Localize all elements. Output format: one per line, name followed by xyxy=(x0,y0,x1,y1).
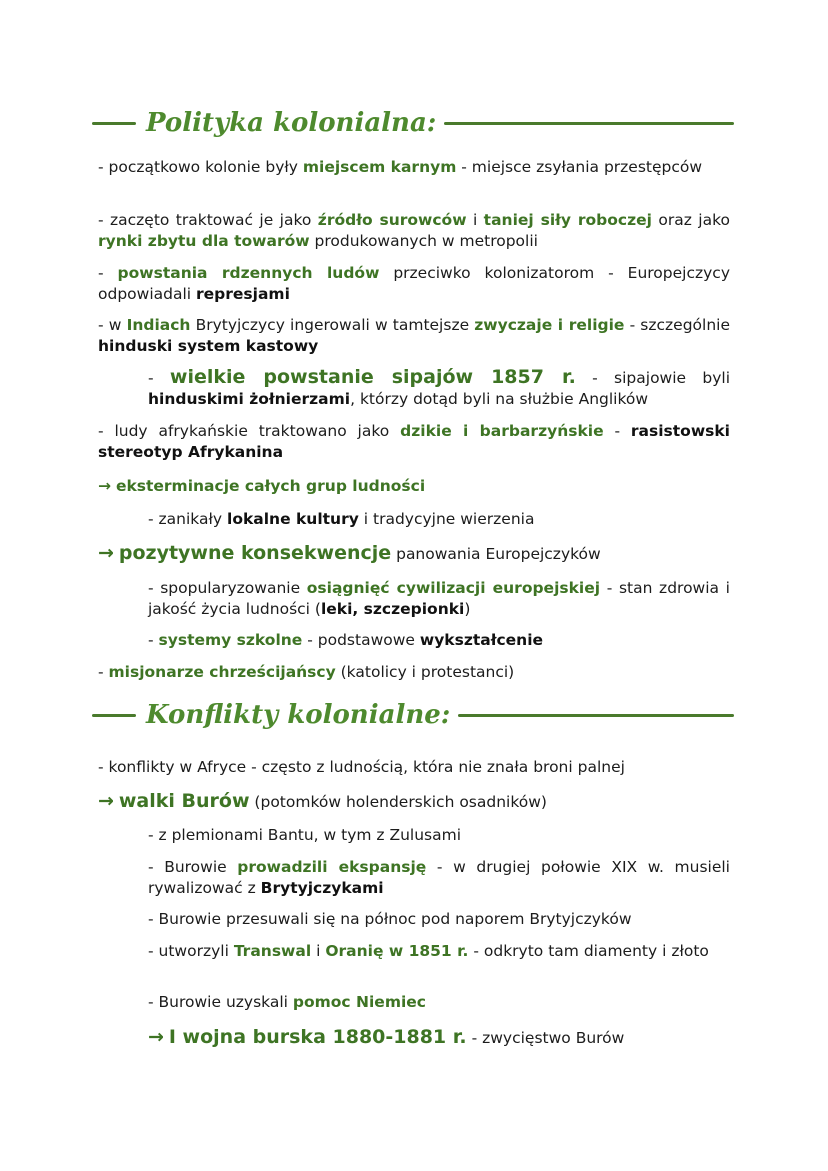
heading-rule-left xyxy=(92,714,136,717)
note-germany-help: - Burowie uzyskali pomoc Niemiec xyxy=(148,993,426,1011)
section-heading-colonial-conflicts xyxy=(92,700,734,730)
note-resources: - zaczęto traktować je jako źródło surowców i taniej siły roboczej oraz jako rynki zbytu dla towarów produkowanych w metropolii xyxy=(98,211,730,250)
note-sepoy-rebellion: - wielkie powstanie sipajów 1857 r. - sipajowie byli hinduskimi żołnierzami, którzy dotąd byli na służbie Anglików xyxy=(148,366,730,408)
note-missionaries: - misjonarze chrześcijańscy (katolicy i protestanci) xyxy=(98,663,515,681)
note-transvaal: - utworzyli Transwal i Oranię w 1851 r. - odkryto tam diamenty i złoto xyxy=(148,942,709,960)
section-heading-colonial-policy xyxy=(92,108,734,138)
heading-rule-left xyxy=(92,122,136,125)
note-bantu: - z plemionami Bantu, w tym z Zulusami xyxy=(148,826,462,844)
note-boers-north: - Burowie przesuwali się na północ pod naporem Brytyjczyków xyxy=(148,910,632,928)
arrow-right-icon: → xyxy=(98,542,114,564)
note-extermination: → eksterminacje całych grup ludności xyxy=(98,477,426,495)
heading-title: Polityka kolonialna: xyxy=(146,108,437,138)
heading-rule-right xyxy=(444,122,734,125)
note-first-boer-war: → I wojna burska 1880-1881 r. - zwycięstwo Burów xyxy=(148,1026,625,1048)
note-uprisings: - powstania rdzennych ludów przeciwko kolonizatorom - Europejczycy odpowiadali represjami xyxy=(98,264,730,303)
heading-title: Konflikty kolonialne: xyxy=(146,700,451,730)
note-boer-wars: → walki Burów (potomków holenderskich osadników) xyxy=(98,790,547,812)
note-civilization: - spopularyzowanie osiągnięć cywilizacji europejskiej - stan zdrowia i jakość życia ludności (leki, szczepionki) xyxy=(148,579,730,618)
note-schools: - systemy szkolne - podstawowe wykształcenie xyxy=(148,631,544,649)
arrow-right-icon: → xyxy=(98,790,114,812)
note-africans: - ludy afrykańskie traktowano jako dzikie i barbarzyńskie - rasistowski stereotyp Afrykanina xyxy=(98,422,730,461)
arrow-right-icon: → xyxy=(148,1026,164,1048)
note-expansion: - Burowie prowadzili ekspansję - w drugiej połowie XIX w. musieli rywalizować z Brytyjczykami xyxy=(148,858,730,897)
heading-rule-right xyxy=(458,714,734,717)
arrow-right-icon: → xyxy=(98,477,111,495)
note-penal-colonies: - początkowo kolonie były miejscem karnym - miejsce zsyłania przestępców xyxy=(98,158,703,176)
note-africa-conflicts: - konflikty w Afryce - często z ludnością, która nie znała broni palnej xyxy=(98,758,625,776)
note-india: - w Indiach Brytyjczycy ingerowali w tamtejsze zwyczaje i religie - szczególnie hinduski system kastowy xyxy=(98,316,731,355)
note-local-cultures: - zanikały lokalne kultury i tradycyjne wierzenia xyxy=(148,510,535,528)
note-positive-consequences: → pozytywne konsekwencje panowania Europejczyków xyxy=(98,542,601,564)
